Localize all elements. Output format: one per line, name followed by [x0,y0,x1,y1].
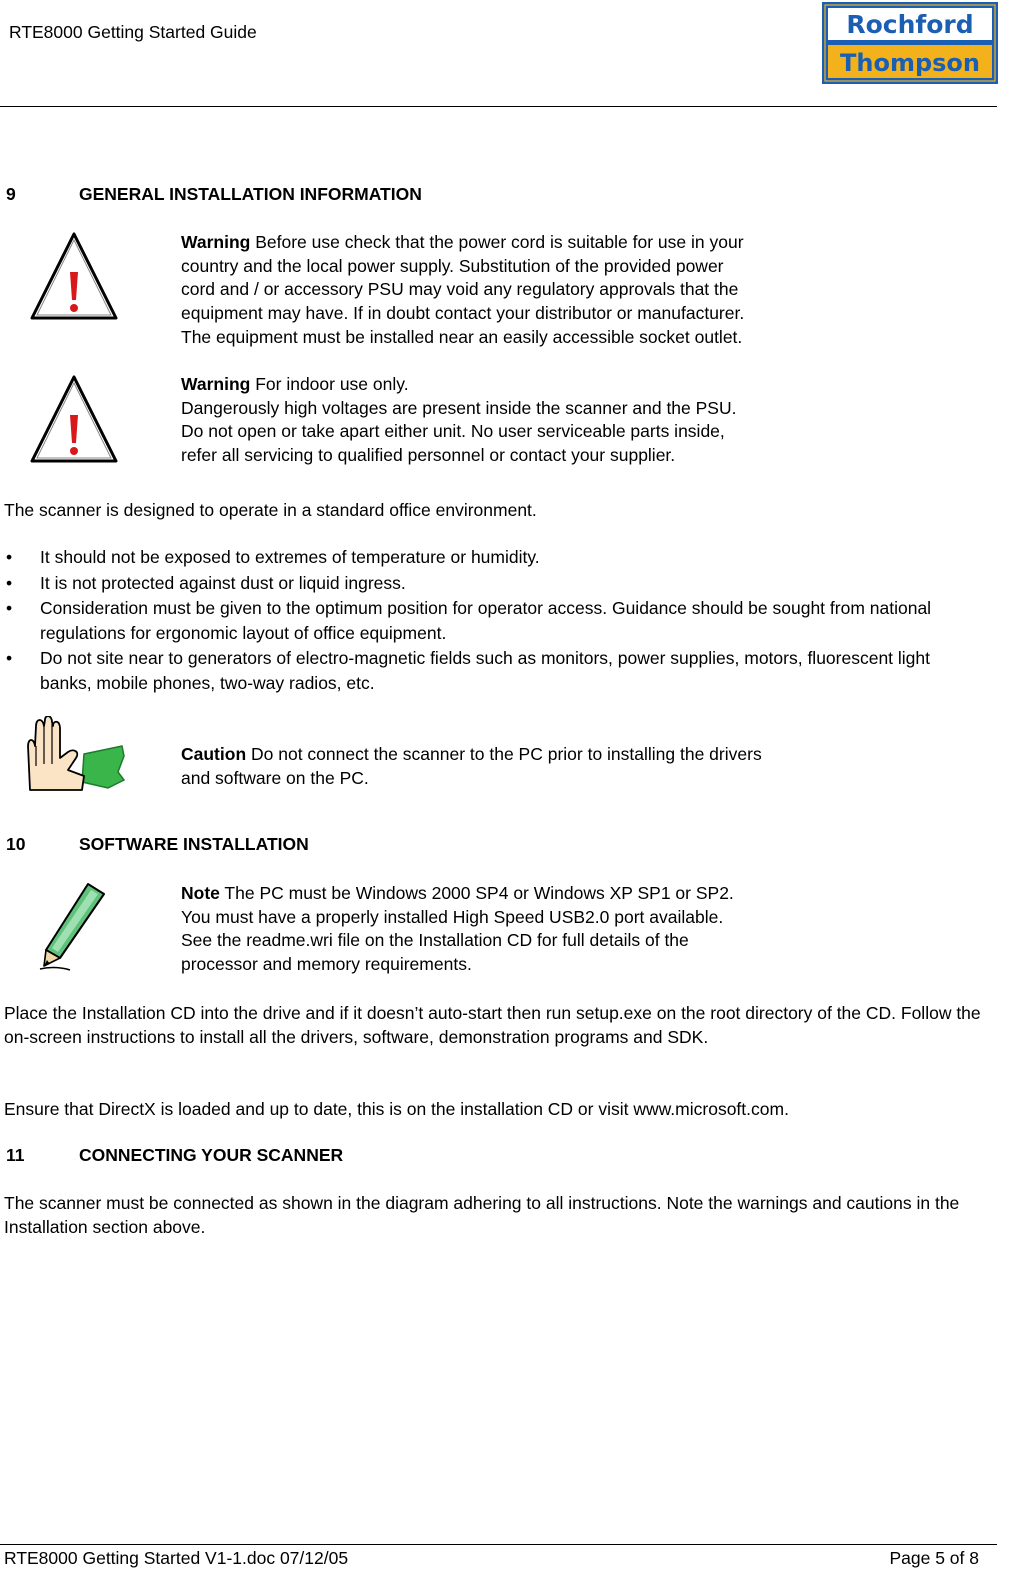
warning-icon [28,371,120,465]
list-item-text: Consideration must be given to the optimum position for operator access. Guidance should be sought from national regulations for ergonomic layout of office equipment. [40,598,932,643]
text-line: country and the local power supply. Substitution of the provided power [181,255,724,276]
bullet-dot: • [6,547,13,567]
section-number: 9 [6,184,16,204]
text-line: Dangerously high voltages are present inside the scanner and the PSU. [181,397,737,418]
footer-divider [0,1544,997,1545]
header-divider [0,106,997,107]
note-label: Note [181,883,220,903]
text-line: cord and / or accessory PSU may void any regulatory approvals that the [181,279,739,300]
list-item-text: It should not be exposed to extremes of temperature or humidity. [40,547,540,567]
company-logo [822,2,998,84]
warning-1-text [181,231,881,350]
logo-line2: Thompson [840,49,980,77]
text-line: The equipment must be installed near an easily accessible socket outlet. [181,326,743,347]
section-number: 11 [6,1145,25,1165]
text-line: For indoor use only. [250,374,409,394]
list-item [0,571,995,596]
bullet-dot: • [6,598,13,618]
logo-line1: Rochford [846,10,974,39]
text-line: and software on the PC. [181,767,369,788]
section-9-heading [6,184,906,208]
list-item [0,646,960,695]
list-item [0,596,980,645]
section-title: CONNECTING YOUR SCANNER [79,1145,344,1165]
text-line: You must have a properly installed High Speed USB2.0 port available. [181,906,724,927]
warning-2-text [181,373,881,468]
environment-bullet-list [0,545,995,696]
list-item-text: It is not protected against dust or liquid ingress. [40,572,406,593]
section-title: GENERAL INSTALLATION INFORMATION [79,184,422,204]
text-line: processor and memory requirements. [181,954,472,975]
note-text [181,882,881,977]
text-line: Do not connect the scanner to the PC prior to installing the drivers [246,744,762,764]
bullet-dot: • [6,648,13,668]
environment-intro: The scanner is designed to operate in a standard office environment. [4,500,537,520]
caution-text [181,743,881,790]
connect-paragraph: The scanner must be connected as shown in the diagram adhering to all instructions. Note the warnings and cautions in the Installation section above. [4,1193,960,1237]
text-line: equipment may have. If in doubt contact your distributor or manufacturer. [181,303,745,324]
warning-label: Warning [181,374,251,394]
warning-label: Warning [181,232,251,252]
install-paragraph: Place the Installation CD into the drive and if it doesn’t auto-start then run setup.exe on the root directory of the CD. Follow the on-screen instructions to install all the drivers, software, demonstration programs and SDK. [4,1003,981,1047]
bullet-dot: • [6,572,13,593]
directx-paragraph: Ensure that DirectX is loaded and up to date, this is on the installation CD or visit www.microsoft.com. [4,1099,789,1119]
section-title: SOFTWARE INSTALLATION [79,834,309,854]
page-number: Page 5 of 8 [889,1548,979,1568]
header-title: RTE8000 Getting Started Guide [9,22,257,42]
caution-label: Caution [181,744,247,764]
text-line: refer all servicing to qualified personnel or contact your supplier. [181,445,676,466]
section-11-heading [6,1145,906,1169]
text-line: The PC must be Windows 2000 SP4 or Windows XP SP1 or SP2. [219,883,734,903]
text-line: See the readme.wri file on the Installation CD for full details of the [181,930,689,951]
list-item [0,545,995,570]
text-line: Before use check that the power cord is suitable for use in your [250,232,744,252]
text-line: Do not open or take apart either unit. No user serviceable parts inside, [181,421,725,442]
section-number: 10 [6,834,26,854]
pencil-icon [38,880,108,972]
section-10-heading [6,834,906,858]
warning-icon [28,228,120,322]
footer-doc-info: RTE8000 Getting Started V1-1.doc 07/12/05 [4,1548,349,1568]
list-item-text: Do not site near to generators of electro-magnetic fields such as monitors, power supplies, motors, fluorescent light banks, mobile phones, two-way radios, etc. [40,648,931,693]
stop-hand-icon [22,716,126,794]
